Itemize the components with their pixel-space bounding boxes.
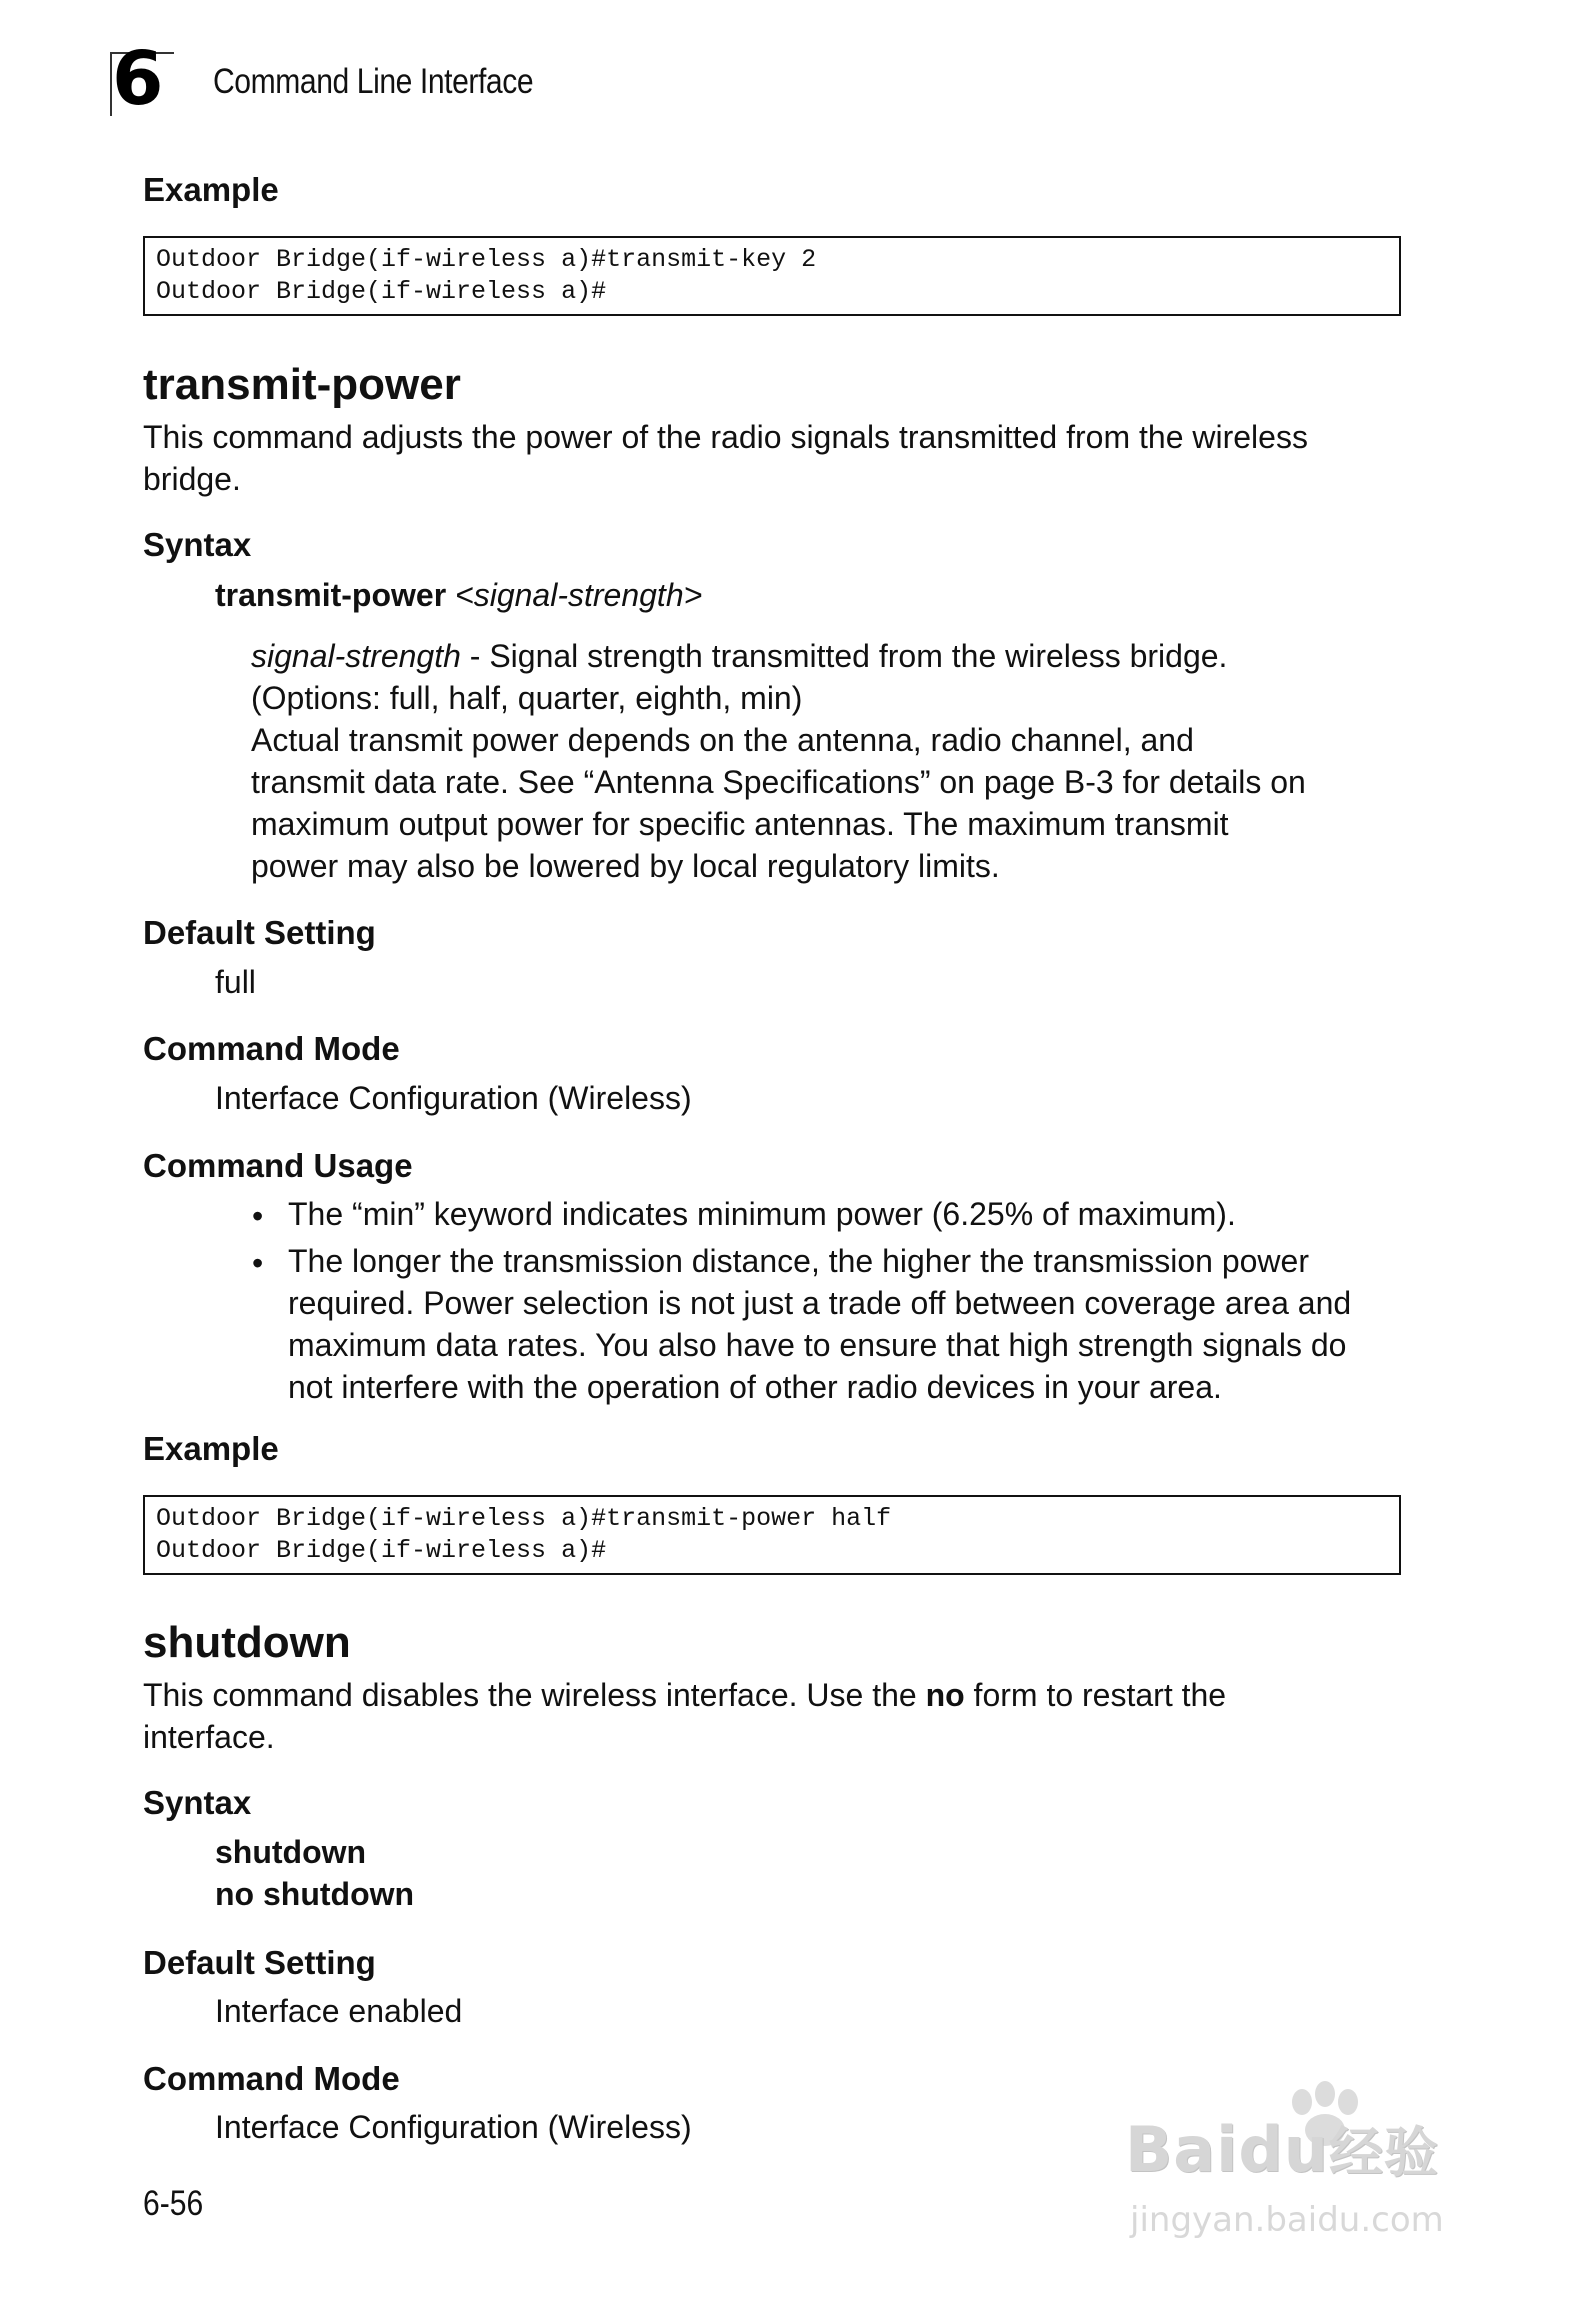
bullet-icon: • <box>252 1198 264 1234</box>
watermark-brand: Baidu经验 <box>1125 2113 1439 2186</box>
description-line: interface. <box>143 1719 275 1755</box>
section-title-transmit-power: transmit-power <box>143 360 461 409</box>
usage-bullet <box>288 1240 1351 1408</box>
command-mode-value: Interface Configuration (Wireless) <box>215 2109 692 2145</box>
parameter-text: Actual transmit power depends on the antenna, radio channel, and <box>251 722 1194 758</box>
code-line: Outdoor Bridge(if-wireless a)#transmit-key 2 <box>156 245 817 274</box>
example-heading: Example <box>143 1430 279 1467</box>
command-mode-value: Interface Configuration (Wireless) <box>215 1080 692 1116</box>
baidu-watermark <box>1120 2080 1500 2250</box>
syntax-parameter: <signal-strength> <box>455 577 703 613</box>
default-setting-heading: Default Setting <box>143 1944 376 1981</box>
syntax-line <box>215 574 702 616</box>
running-header-title: Command Line Interface <box>213 62 534 101</box>
code-example-transmit-key <box>143 236 1401 316</box>
code-line: Outdoor Bridge(if-wireless a)# <box>156 1536 607 1565</box>
command-mode-heading: Command Mode <box>143 2060 400 2097</box>
description-text: This command disables the wireless interface. Use the <box>143 1677 926 1713</box>
example-heading: Example <box>143 171 279 208</box>
no-keyword: no <box>925 1677 965 1713</box>
default-setting-heading: Default Setting <box>143 914 376 951</box>
section-description <box>143 416 1308 500</box>
usage-line: The longer the transmission distance, the higher the transmission power <box>288 1243 1309 1279</box>
parameter-text: transmit data rate. See “Antenna Specifications” on page B-3 for details on <box>251 764 1306 800</box>
code-example-transmit-power <box>143 1495 1401 1575</box>
code-line: Outdoor Bridge(if-wireless a)#transmit-power half <box>156 1504 892 1533</box>
command-mode-heading: Command Mode <box>143 1030 400 1067</box>
syntax-heading: Syntax <box>143 1784 252 1821</box>
parameter-text: power may also be lowered by local regulatory limits. <box>251 848 1000 884</box>
code-line: Outdoor Bridge(if-wireless a)# <box>156 277 607 306</box>
usage-bullet: The “min” keyword indicates minimum power (6.25% of maximum). <box>288 1196 1236 1232</box>
description-text: form to restart the <box>964 1677 1227 1713</box>
chapter-number: 6 <box>112 36 164 122</box>
parameter-text: (Options: full, half, quarter, eighth, min) <box>251 680 803 716</box>
parameter-name: signal-strength <box>251 638 461 674</box>
syntax-command: transmit-power <box>215 577 447 613</box>
watermark-url: jingyan.baidu.com <box>1130 2200 1444 2240</box>
syntax-command: no shutdown <box>215 1876 415 1912</box>
syntax-command: shutdown <box>215 1834 367 1870</box>
description-line: This command adjusts the power of the radio signals transmitted from the wireless <box>143 419 1308 455</box>
default-setting-value: full <box>215 964 256 1000</box>
parameter-description <box>251 635 1306 887</box>
command-usage-heading: Command Usage <box>143 1147 413 1184</box>
usage-line: maximum data rates. You also have to ensure that high strength signals do <box>288 1327 1347 1363</box>
bullet-icon: • <box>252 1245 264 1281</box>
syntax-heading: Syntax <box>143 526 252 563</box>
parameter-text: - Signal strength transmitted from the wireless bridge. <box>460 638 1228 674</box>
page-number: 6-56 <box>143 2184 204 2223</box>
section-description <box>143 1674 1226 1758</box>
description-line: bridge. <box>143 461 241 497</box>
parameter-text: maximum output power for specific antennas. The maximum transmit <box>251 806 1229 842</box>
syntax-lines <box>215 1831 414 1915</box>
section-title-shutdown: shutdown <box>143 1618 351 1667</box>
usage-line: not interfere with the operation of other radio devices in your area. <box>288 1369 1222 1405</box>
usage-line: required. Power selection is not just a trade off between coverage area and <box>288 1285 1352 1321</box>
default-setting-value: Interface enabled <box>215 1993 463 2029</box>
